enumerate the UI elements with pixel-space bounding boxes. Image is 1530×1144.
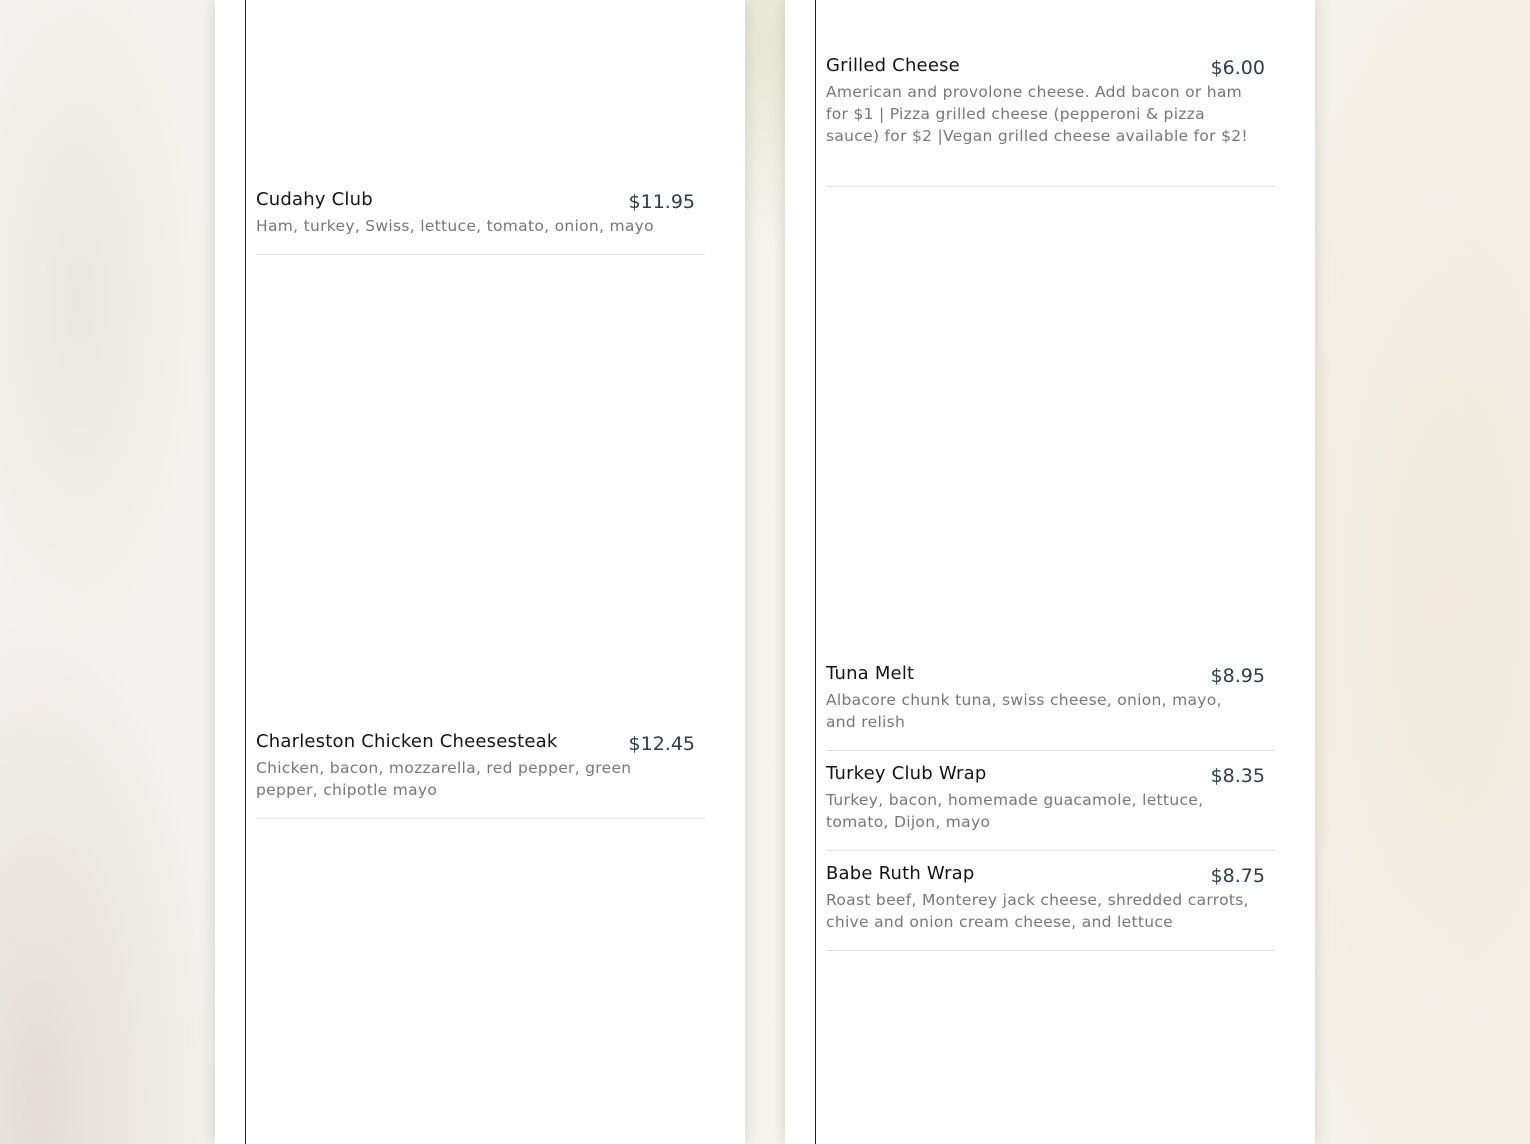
menu-item-name: Grilled Cheese: [826, 55, 960, 76]
menu-item-description: Chicken, bacon, mozzarella, red pepper, green pepper, chipotle mayo: [256, 759, 632, 799]
menu-item-name: Cudahy Club: [256, 189, 373, 210]
menu-item-description: American and provolone cheese. Add bacon or ham for $1 | Pizza grilled cheese (pepperoni & pizza sauce) for $2 |Vegan grilled cheese available for $2!: [826, 83, 1248, 145]
column-divider-line: [815, 0, 816, 1144]
menu-item-price: $8.35: [1210, 765, 1265, 787]
menu-item-name: Turkey Club Wrap: [826, 763, 987, 784]
menu-item-price: $8.75: [1210, 865, 1265, 887]
menu-item-description: Ham, turkey, Swiss, lettuce, tomato, onion, mayo: [256, 217, 654, 235]
menu-item-description: Turkey, bacon, homemade guacamole, lettuce, tomato, Dijon, mayo: [826, 791, 1204, 831]
menu-item-description: Roast beef, Monterey jack cheese, shredded carrots, chive and onion cream cheese, and lettuce: [826, 891, 1249, 931]
menu-item[interactable]: [256, 189, 705, 255]
menu-column-right: [785, 0, 1315, 1144]
menu-item[interactable]: [826, 763, 1275, 851]
menu-item-price: $11.95: [628, 191, 695, 213]
menu-item-name: Babe Ruth Wrap: [826, 863, 975, 884]
menu-item-name: Tuna Melt: [826, 663, 915, 684]
menu-item-price: $12.45: [628, 733, 695, 755]
menu-item-description: Albacore chunk tuna, swiss cheese, onion, mayo, and relish: [826, 691, 1222, 731]
menu-item-price: $6.00: [1210, 57, 1265, 79]
column-divider-line: [245, 0, 246, 1144]
menu-item-price: $8.95: [1210, 665, 1265, 687]
menu-item[interactable]: [826, 863, 1275, 951]
menu-item-name: Charleston Chicken Cheesesteak: [256, 731, 558, 752]
menu-item[interactable]: [826, 663, 1275, 751]
menu-column-left: [215, 0, 745, 1144]
menu-item[interactable]: [826, 55, 1275, 187]
menu-item[interactable]: [256, 731, 705, 819]
